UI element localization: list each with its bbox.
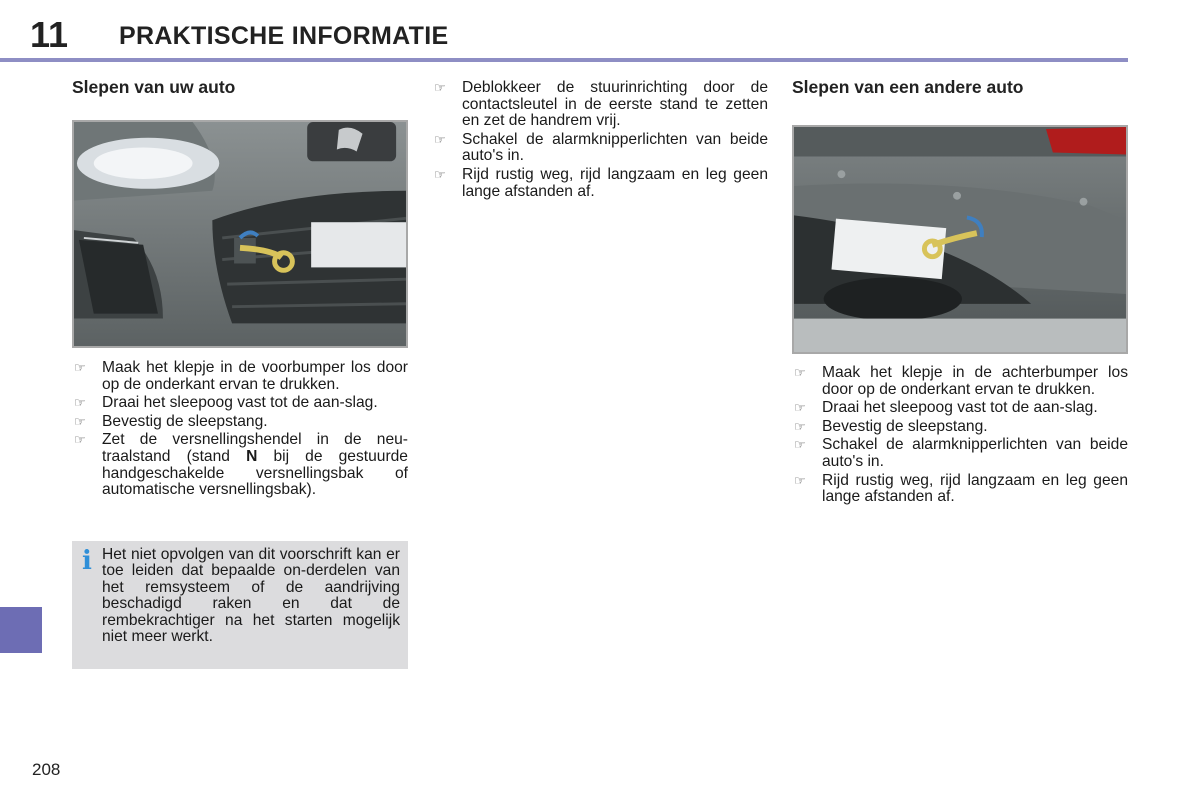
list-item: ☞ Draai het sleepoog vast tot de aan-slag. (74, 394, 378, 412)
left-section-heading: Slepen van uw auto (72, 77, 236, 97)
page-number: 208 (32, 760, 61, 779)
list-item: ☞ Rijd rustig weg, rijd langzaam en leg geen lange afstanden af. (794, 471, 1128, 506)
list-item: ☞ Deblokkeer de stuurinrichting door de contactsleutel in de eerste stand te zetten en zet de handrem vrij. (434, 79, 768, 130)
hand-pointer-icon: ☞ (74, 432, 86, 448)
hand-pointer-icon: ☞ (794, 437, 806, 453)
front-bumper-photo (72, 120, 408, 348)
list-item: ☞ Zet de versnellingshendel in de neu-traalstand (stand N bij de gestuurde handgeschakelde versnellingsbak of automatische versnellingsbak). (74, 431, 408, 499)
hand-pointer-icon: ☞ (74, 413, 86, 429)
right-section-heading: Slepen van een andere auto (792, 77, 1024, 97)
hand-pointer-icon: ☞ (434, 166, 446, 182)
list-item: ☞ Bevestig de sleepstang. (794, 417, 988, 435)
hand-pointer-icon: ☞ (794, 472, 806, 488)
info-text: Het niet opvolgen van dit voorschrift kan er toe leiden dat bepaalde on-derdelen van het remsysteem of de aandrijving beschadigd raken en dat de rembekrachtiger na het starten mogelijk niet meer werkt. (102, 546, 400, 646)
hand-pointer-icon: ☞ (794, 365, 806, 380)
left-steps-list (72, 360, 408, 501)
list-item: ☞ Maak het klepje in de voorbumper los door op de onderkant ervan te drukken. (74, 359, 408, 393)
chapter-number: 11 (30, 14, 69, 55)
header-divider (0, 58, 1128, 62)
middle-steps-list (432, 80, 768, 202)
list-item: ☞ Schakel de alarmknipperlichten van beide auto's in. (794, 436, 1128, 470)
list-item: ☞ Schakel de alarmknipperlichten van beide auto's in. (434, 130, 768, 165)
rear-bumper-photo (792, 125, 1128, 354)
hand-pointer-icon: ☞ (74, 360, 86, 375)
right-steps-list (792, 365, 1128, 508)
list-item: ☞ Maak het klepje in de achterbumper los door op de onderkant ervan te drukken. (794, 364, 1128, 398)
info-box (72, 541, 408, 669)
page-title: PRAKTISCHE INFORMATIE (119, 22, 449, 50)
info-icon: i (82, 546, 92, 576)
list-item: ☞ Rijd rustig weg, rijd langzaam en leg geen lange afstanden af. (434, 165, 768, 200)
list-item: ☞ Bevestig de sleepstang. (74, 412, 268, 430)
hand-pointer-icon: ☞ (74, 395, 86, 411)
chapter-side-tab (0, 607, 42, 653)
hand-pointer-icon: ☞ (794, 400, 806, 416)
hand-pointer-icon: ☞ (434, 80, 446, 95)
hand-pointer-icon: ☞ (434, 131, 446, 147)
hand-pointer-icon: ☞ (794, 418, 806, 434)
list-item: ☞ Draai het sleepoog vast tot de aan-slag. (794, 399, 1098, 417)
